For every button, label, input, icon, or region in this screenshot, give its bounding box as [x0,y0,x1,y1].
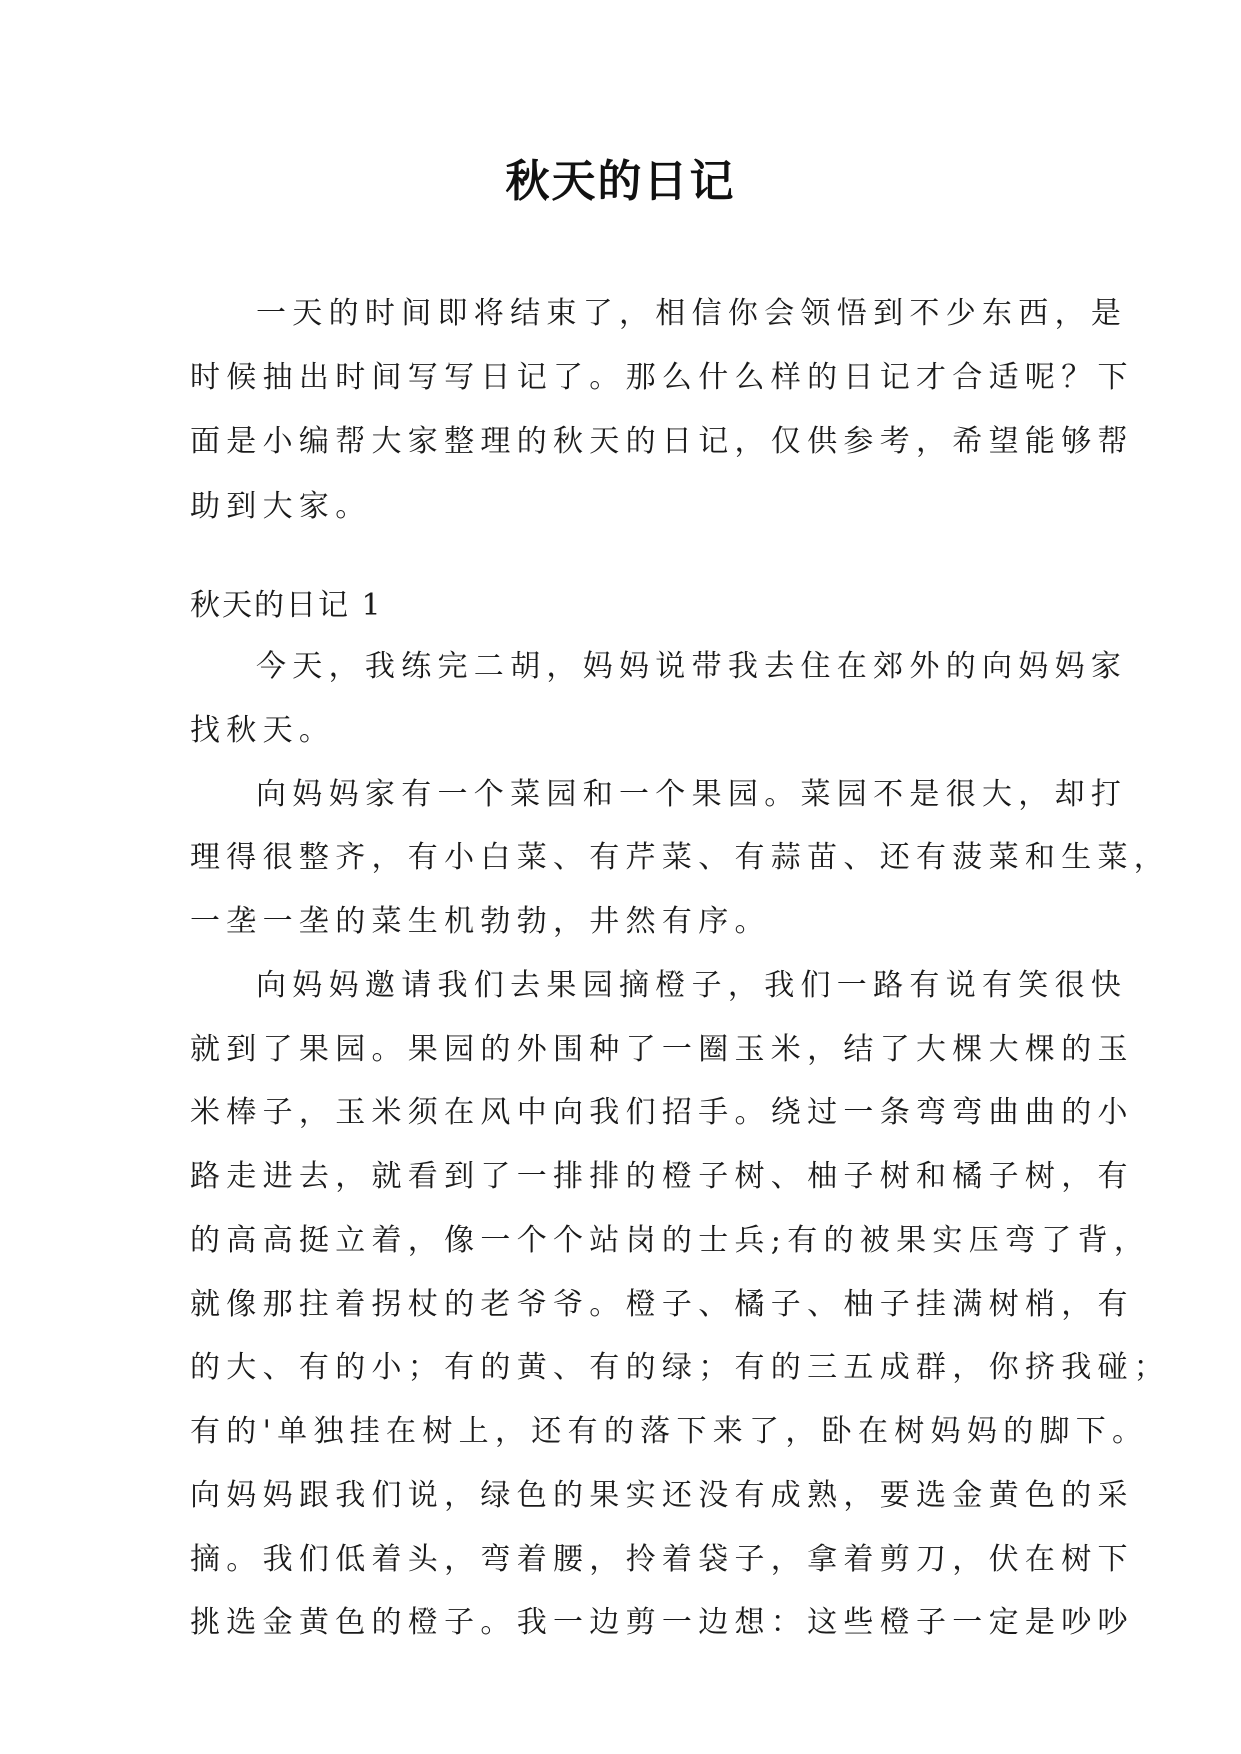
body-line: 的高高挺立着，像一个个站岗的士兵;有的被果实压弯了背， [190,1223,1151,1258]
body-line: 今天，我练完二胡，妈妈说带我去住在郊外的向妈妈家 [256,649,1128,684]
body-line: 有的'单独挂在树上，还有的落下来了，卧在树妈妈的脚下。 [190,1414,1149,1449]
body-line: 向妈妈邀请我们去果园摘橙子，我们一路有说有笑很快 [256,968,1128,1003]
intro-line: 一天的时间即将结束了，相信你会领悟到不少东西，是 [256,296,1128,331]
body-line: 米棒子，玉米须在风中向我们招手。绕过一条弯弯曲曲的小 [190,1095,1134,1130]
body-line: 理得很整齐，有小白菜、有芹菜、有蒜苗、还有菠菜和生菜， [190,840,1171,875]
intro-line: 时候抽出时间写写日记了。那么什么样的日记才合适呢？下 [190,360,1134,395]
section-heading: 秋天的日记 1 [190,588,383,623]
body-line: 向妈妈家有一个菜园和一个果园。菜园不是很大，却打 [256,777,1128,812]
body-line: 摘。我们低着头，弯着腰，拎着袋子，拿着剪刀，伏在树下 [190,1542,1134,1577]
intro-line: 面是小编帮大家整理的秋天的日记，仅供参考，希望能够帮 [190,424,1134,459]
intro-line: 助到大家。 [190,489,372,524]
body-line: 向妈妈跟我们说，绿色的果实还没有成熟，要选金黄色的采 [190,1478,1134,1513]
body-line: 找秋天。 [190,713,336,748]
body-line: 挑选金黄色的橙子。我一边剪一边想：这些橙子一定是吵吵 [190,1605,1134,1640]
body-line: 就到了果园。果园的外围种了一圈玉米，结了大棵大棵的玉 [190,1032,1134,1067]
document-title: 秋天的日记 [505,156,736,207]
body-line: 一垄一垄的菜生机勃勃，井然有序。 [190,904,771,939]
body-line: 的大、有的小；有的黄、有的绿；有的三五成群，你挤我碰； [190,1350,1171,1385]
body-line: 路走进去，就看到了一排排的橙子树、柚子树和橘子树，有 [190,1159,1134,1194]
body-line: 就像那拄着拐杖的老爷爷。橙子、橘子、柚子挂满树梢，有 [190,1287,1134,1322]
